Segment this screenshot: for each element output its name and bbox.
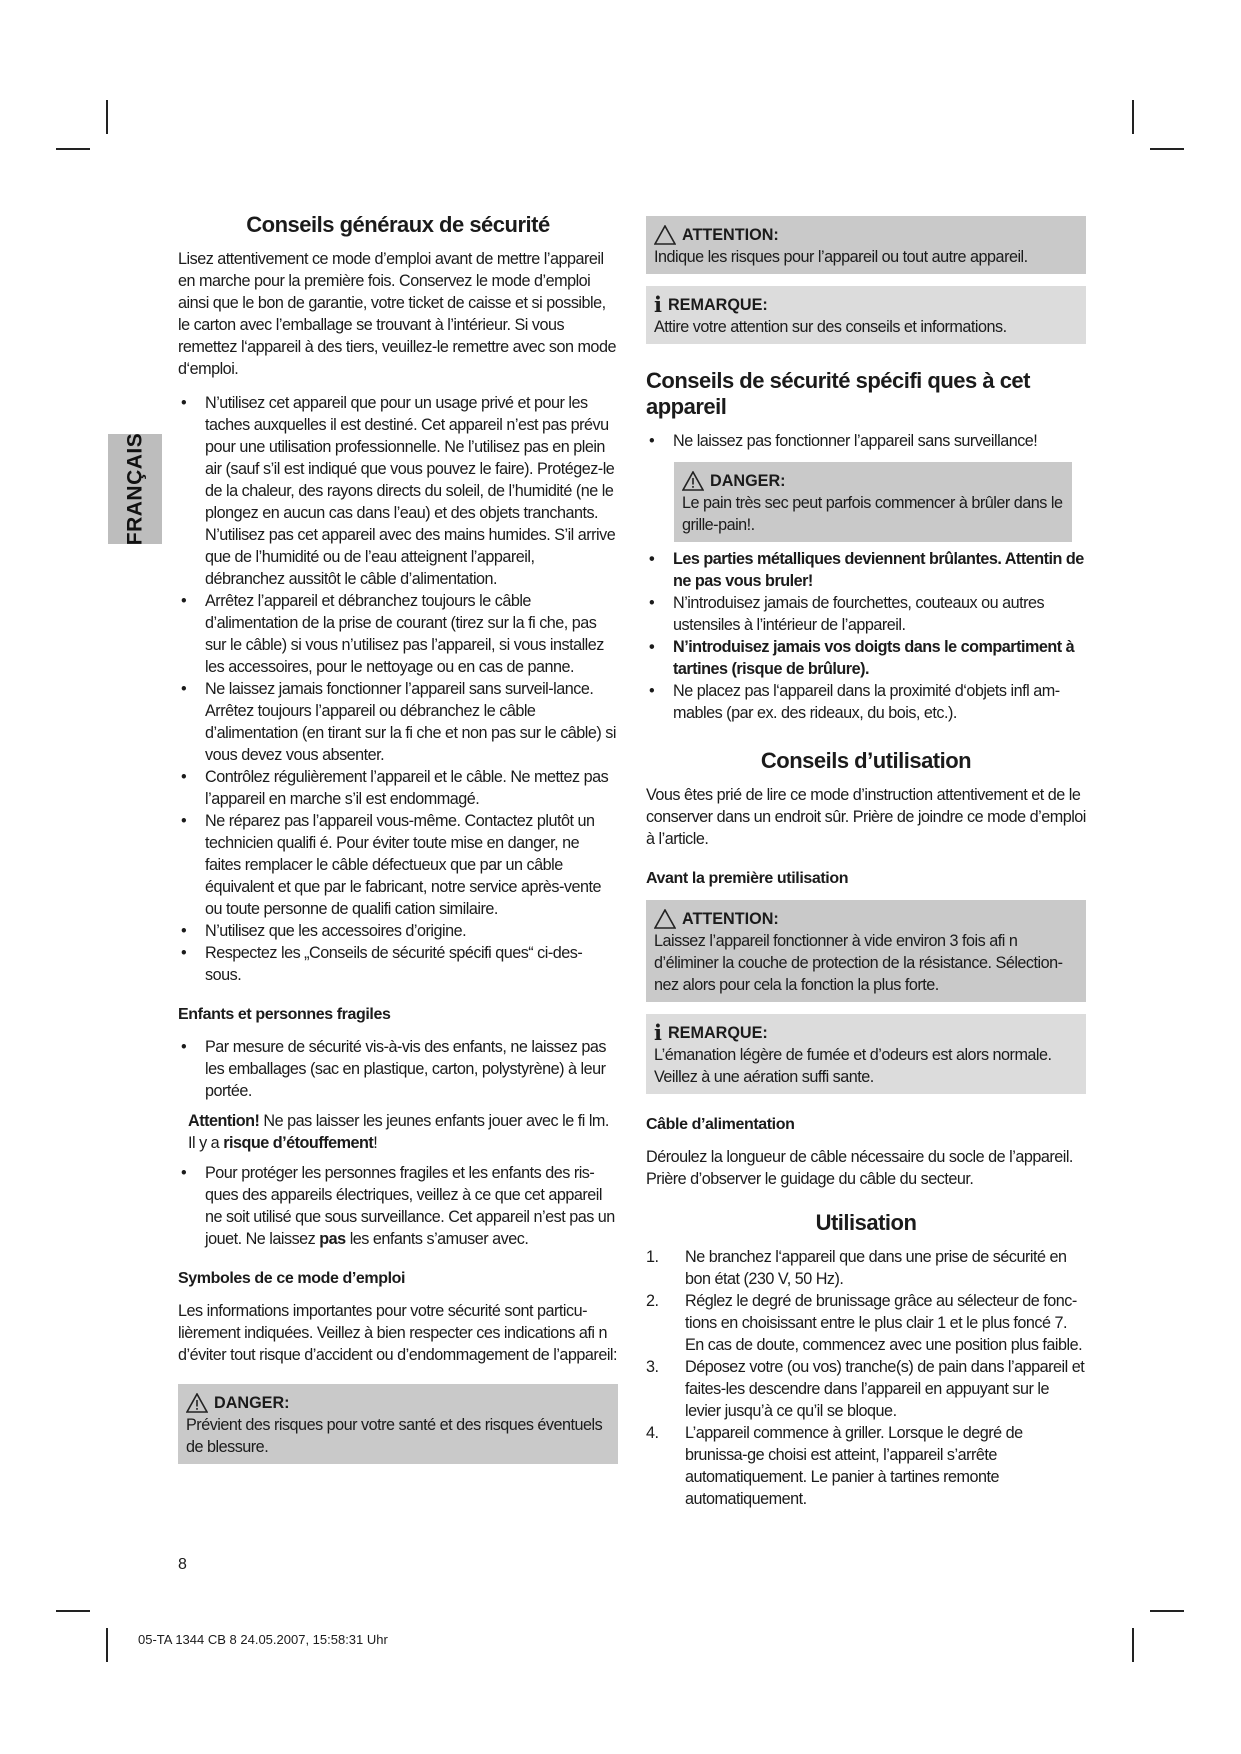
step-text: L’appareil commence à griller. Lorsque le degré de brunissa-ge choisi est atteint, l’appareil s’arrête automatiquement. Le panier à tartines remonte automatiquement. (685, 1424, 1023, 1508)
symbols-heading: Symboles de ce mode d’emploi (178, 1270, 406, 1287)
crop-mark (56, 1610, 90, 1612)
children-bullet-2a: Pour protéger les personnes fragiles et les enfants des ris-ques des appareils électriques, veillez à ce que cet appareil ne soit utilisé que sous surveillance. Cet appareil n’est pas un jouet. Ne laissez (205, 1164, 615, 1248)
crop-mark (56, 148, 90, 150)
children-bullet-2c: les enfants s’amuser avec. (349, 1230, 529, 1248)
right-column (646, 212, 1086, 1510)
symbols-paragraph: Les informations importantes pour votre sécurité sont particu-lièrement indiquées. Veillez à bien respecter ces indications afi n d’éviter tout risque d’accident ou d’endommagement de l’appareil: (178, 1302, 618, 1364)
step-text: Réglez le degré de brunissage grâce au sélecteur de fonc-tions en choisissant entre le plus clair 1 et le plus foncé 7. En cas de doute, commencez avec une position plus faible. (685, 1292, 1083, 1354)
attention-box (646, 216, 1086, 274)
cable-paragraph: Déroulez la longueur de câble nécessaire du socle de l’appareil. Prière d’observer le guidage du câble du secteur. (646, 1148, 1073, 1188)
utilisation-steps (646, 1246, 1086, 1510)
children-heading: Enfants et personnes fragiles (178, 1006, 391, 1023)
list-item: • Arrêtez l’appareil et débranchez toujours le câble d’alimentation de la prise de courant (tirez sur la fi che, pas sur le câble) si vous n’utilisez pas l’appareil, si vous installez les accessoires, pour le nettoyage ou en cas de panne. (178, 590, 618, 678)
crop-mark (1150, 148, 1184, 150)
crop-mark (1132, 1628, 1134, 1662)
utilisation-heading: Utilisation (815, 1210, 917, 1235)
general-safety-list (178, 392, 618, 986)
intro-paragraph: Lisez attentivement ce mode d’emploi avant de mettre l’appareil en marche pour la première fois. Conservez le mode d’emploi ainsi que le bon de garantie, votre ticket de caisse et si possible, le carton avec l’emballage se trouvant à l’intérieur. Si vous remettez l‘appareil à des tiers, veuillez-le remettre avec son mode d‘emploi. (178, 250, 616, 378)
list-item: • Les parties métalliques deviennent brûlantes. Attentin de ne pas vous bruler! (646, 548, 1086, 592)
attention-title-text: ATTENTION: (682, 226, 779, 244)
remarque-text: L’émanation légère de fumée et d’odeurs est alors normale. Veillez à une aération suffi sante. (654, 1046, 1052, 1086)
danger-text: Le pain très sec peut parfois commencer à brûler dans le grille-pain!. (682, 494, 1063, 534)
attention-note-text: Ne pas laisser les jeunes enfants jouer avec le fi lm. Il y a (188, 1112, 609, 1152)
children-list-1 (178, 1036, 618, 1102)
list-item: • Respectez les „Conseils de sécurité spécifi ques“ ci-des-sous. (178, 942, 618, 986)
attention-note-label: Attention! (188, 1112, 260, 1130)
remarque-box-2 (646, 1014, 1086, 1094)
left-column (178, 212, 618, 1464)
children-list-2 (178, 1162, 618, 1250)
language-tab-label: FRANÇAIS (123, 432, 146, 546)
crop-mark (106, 1628, 108, 1662)
danger-title-text: DANGER: (710, 472, 786, 490)
attention-title (654, 908, 1078, 930)
warning-triangle-icon (682, 471, 704, 491)
list-item: • Ne réparez pas l’appareil vous-même. Contactez plutôt un technicien qualifi é. Pour éviter toute mise en danger, ne faites remplacer le câble défectueux que par un câble équivalent et que par le fabricant, notre service après-vente ou toute personne de qualifi cation similaire. (178, 810, 618, 920)
step-number: 2. (646, 1292, 659, 1310)
general-safety-heading: Conseils généraux de sécurité (246, 212, 550, 237)
list-item: • N’utilisez cet appareil que pour un usage privé et pour les taches auxquelles il est destiné. Cet appareil n’est pas prévu pour une utilisation professionnelle. Ne l’utilisez pas en plein air (sauf s’il est indiqué que vous pouvez le faire). Protégez-le de la chaleur, des rayons directs du soleil, de l’humidité (ne le plongez en aucun cas dans l’eau) et des objets tranchants. N’utilisez pas cet appareil avec des mains humides. S’il arrive que de l’humidité ou de l’eau atteignent l’appareil, débranchez aussitôt le câble d’alimentation. (178, 392, 618, 590)
crop-mark (1150, 1610, 1184, 1612)
attention-title-text: ATTENTION: (682, 910, 779, 928)
danger-title (186, 1392, 610, 1414)
list-item (646, 1422, 1086, 1510)
remarque-title-text: REMARQUE: (667, 1024, 768, 1042)
attention-note (178, 1110, 618, 1154)
list-item: • N’introduisez jamais vos doigts dans le compartiment à tartines (risque de brûlure). (646, 636, 1086, 680)
before-first-use-heading: Avant la première utilisation (646, 870, 849, 887)
attention-text: Indique les risques pour l’appareil ou tout autre appareil. (654, 248, 1028, 266)
list-item: • Par mesure de sécurité vis-à-vis des enfants, ne laissez pas les emballages (sac en plastique, carton, polystyrène) à leur portée. (178, 1036, 618, 1102)
children-bullet-2b: pas (319, 1230, 346, 1248)
step-number: 4. (646, 1424, 659, 1442)
attention-note-end: ! (373, 1134, 378, 1152)
remarque-title (654, 294, 1078, 316)
crop-mark (106, 100, 108, 134)
usage-paragraph: Vous êtes prié de lire ce mode d’instruction attentivement et de le conserver dans un endroit sûr. Prière de joindre ce mode d’emploi à l’article. (646, 786, 1086, 848)
language-tab (108, 434, 162, 544)
usage-heading: Conseils d’utilisation (760, 748, 972, 773)
remarque-title-text: REMARQUE: (667, 296, 768, 314)
danger-box-specific (674, 462, 1072, 542)
step-text: Ne branchez l‘appareil que dans une prise de sécurité en bon état (230 V, 50 Hz). (685, 1248, 1067, 1288)
list-item (646, 1356, 1086, 1422)
list-item: • Contrôlez régulièrement l’appareil et le câble. Ne mettez pas l’appareil en marche s’il est endommagé. (178, 766, 618, 810)
list-item (646, 1290, 1086, 1356)
step-number: 3. (646, 1358, 659, 1376)
info-icon: i (654, 292, 662, 317)
specific-safety-heading: Conseils de sécurité spécifi ques à cet appareil (646, 368, 1030, 419)
danger-title (682, 470, 1064, 492)
danger-box (178, 1384, 618, 1464)
specific-list-1 (646, 430, 1086, 452)
danger-text: Prévient des risques pour votre santé et des risques éventuels de blessure. (186, 1416, 603, 1456)
step-text: Déposez votre (ou vos) tranche(s) de pain dans l’appareil et faites-les descendre dans l’appareil en appuyant sur le levier jusqu’à ce qu’il se bloque. (685, 1358, 1085, 1420)
page-number: 8 (178, 1556, 187, 1573)
list-item: • Ne placez pas l‘appareil dans la proximité d‘objets infl am-mables (par ex. des rideaux, du bois, etc.). (646, 680, 1086, 724)
remarque-box (646, 286, 1086, 344)
list-item: • Ne laissez pas fonctionner l’appareil sans surveillance! (646, 430, 1086, 452)
danger-title-text: DANGER: (214, 1394, 290, 1412)
crop-mark (1132, 100, 1134, 134)
print-footer: 05-TA 1344 CB 8 24.05.2007, 15:58:31 Uhr (138, 1632, 388, 1647)
list-item: • N’utilisez que les accessoires d’origine. (178, 920, 618, 942)
warning-triangle-icon (654, 225, 676, 245)
list-item: • N’introduisez jamais de fourchettes, couteaux ou autres ustensiles à l’intérieur de l’appareil. (646, 592, 1086, 636)
attention-note-bold: risque d’étouffement (223, 1134, 374, 1152)
specific-list-2 (646, 548, 1086, 724)
list-item (646, 1246, 1086, 1290)
remarque-text: Attire votre attention sur des conseils et informations. (654, 318, 1007, 336)
list-item (178, 1162, 618, 1250)
attention-title (654, 224, 1078, 246)
list-item: • Ne laissez jamais fonctionner l’appareil sans surveil-lance. Arrêtez toujours l’appareil ou débranchez le câble d’alimentation (en tirant sur la fi che et non pas sur le câble) si vous devez vous absenter. (178, 678, 618, 766)
attention-text: Laissez l’appareil fonctionner à vide environ 3 fois afi n d’éliminer la couche de protection de la résistance. Sélection-nez alors pour cela la fonction la plus forte. (654, 932, 1063, 994)
warning-triangle-icon (186, 1393, 208, 1413)
cable-heading: Câble d’alimentation (646, 1116, 795, 1133)
remarque-title (654, 1022, 1078, 1044)
step-number: 1. (646, 1248, 659, 1266)
warning-triangle-icon (654, 909, 676, 929)
info-icon: i (654, 1020, 662, 1045)
attention-box-2 (646, 900, 1086, 1002)
